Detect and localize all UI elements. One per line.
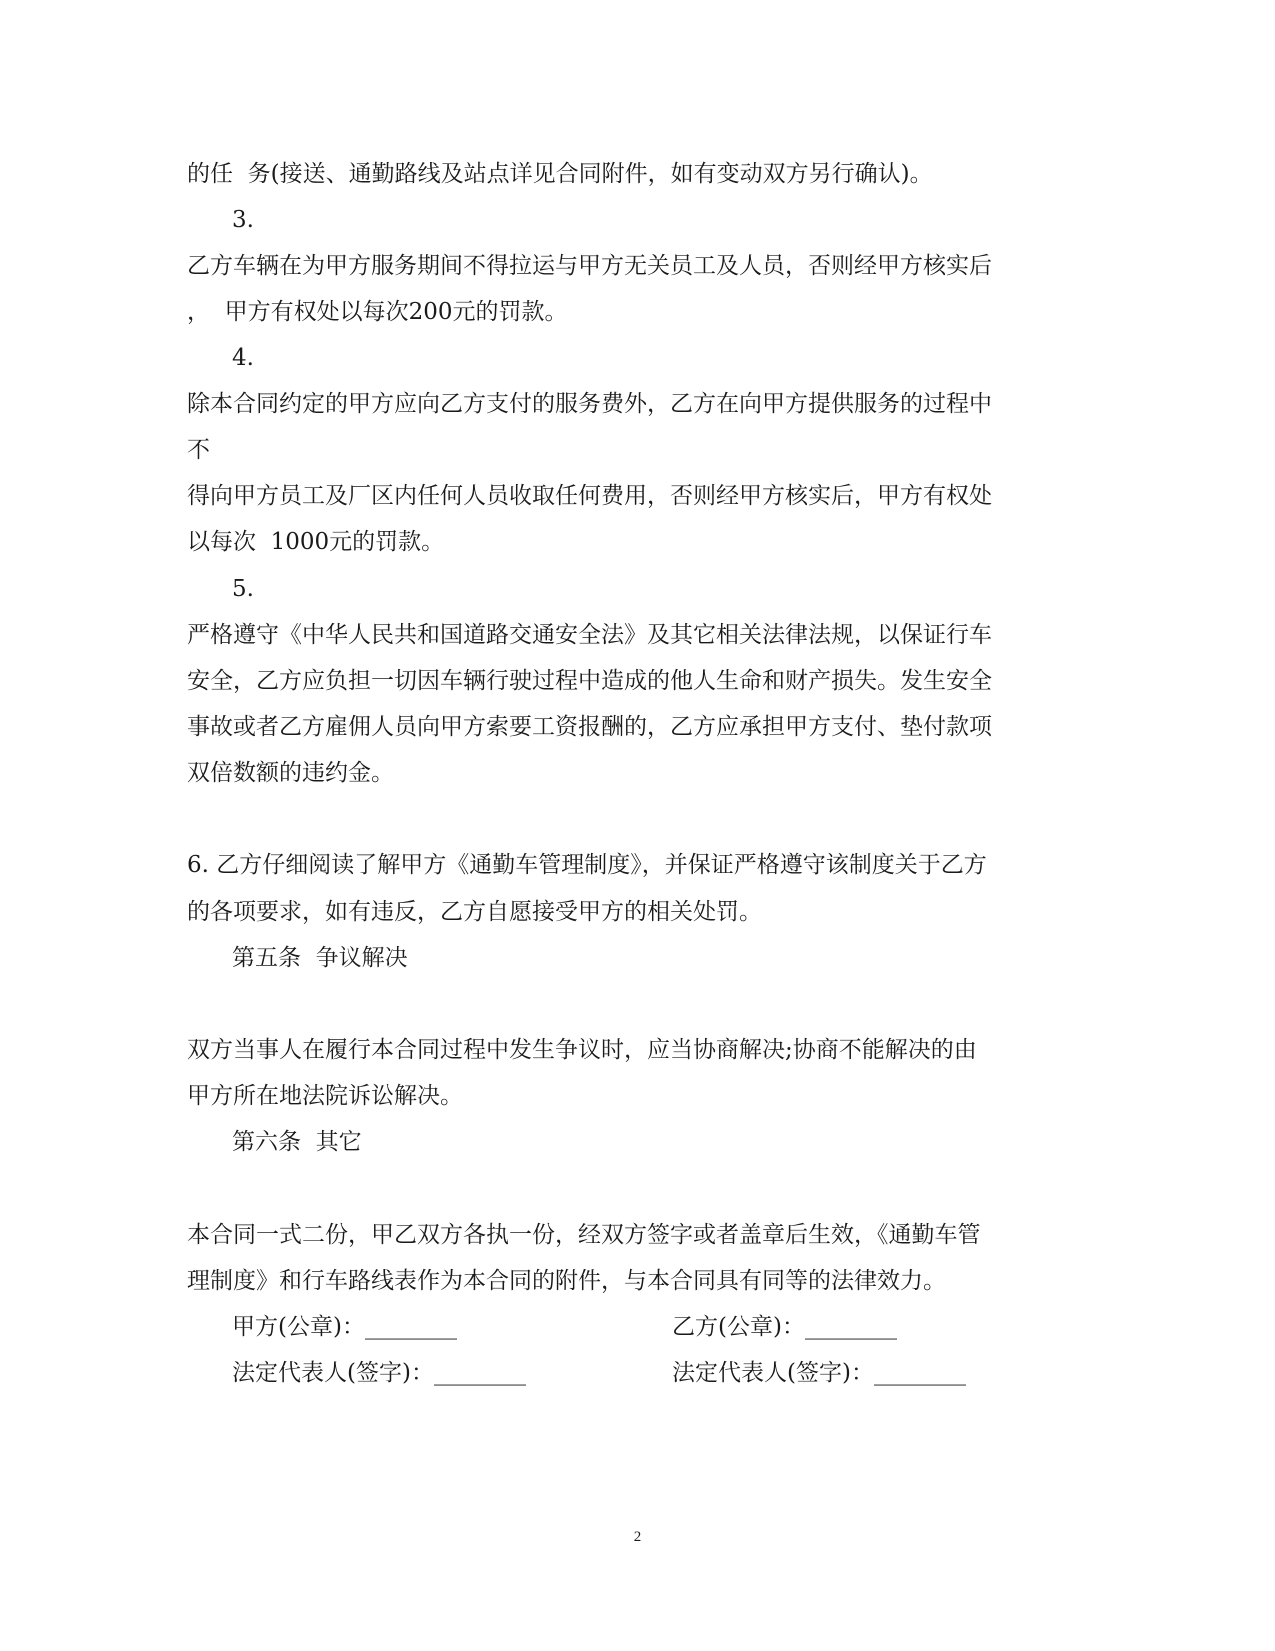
text-line: 除本合同约定的甲方应向乙方支付的服务费外，乙方在向甲方提供服务的过程中: [187, 391, 992, 417]
text-line: 6. 乙方仔细阅读了解甲方《通勤车管理制度》，并保证严格遵守该制度关于乙方: [187, 852, 987, 878]
text-line: 的各项要求，如有违反，乙方自愿接受甲方的相关处罚。: [187, 899, 762, 925]
item-number: 4.: [232, 345, 254, 371]
text-line: 甲方所在地法院诉讼解决。: [187, 1083, 463, 1109]
party-a-seal-field: 甲方(公章)：________: [232, 1314, 457, 1340]
text-line: 本合同一式二份，甲乙双方各执一份，经双方签字或者盖章后生效，《通勤车管: [187, 1222, 981, 1248]
text-line: 以每次 1000元的罚款。: [187, 529, 445, 555]
text-line: ， 甲方有权处以每次200元的罚款。: [187, 299, 568, 325]
text-line: 双倍数额的违约金。: [187, 760, 394, 786]
text-line: 得向甲方员工及厂区内任何人员收取任何费用，否则经甲方核实后，甲方有权处: [187, 483, 992, 509]
page-number: 2: [633, 1529, 642, 1545]
text-line: 严格遵守《中华人民共和国道路交通安全法》及其它相关法律法规，以保证行车: [187, 622, 992, 648]
party-a-representative-field: 法定代表人(签字)：________: [232, 1360, 526, 1386]
text-line: 双方当事人在履行本合同过程中发生争议时，应当协商解决;协商不能解决的由: [187, 1037, 977, 1063]
text-line: 的任 务(接送、通勤路线及站点详见合同附件，如有变动双方另行确认)。: [187, 161, 933, 187]
text-line: 乙方车辆在为甲方服务期间不得拉运与甲方无关员工及人员，否则经甲方核实后: [187, 253, 992, 279]
item-number: 3.: [232, 207, 254, 233]
text-line: 安全，乙方应负担一切因车辆行驶过程中造成的他人生命和财产损失。发生安全: [187, 668, 992, 694]
party-b-representative-field: 法定代表人(签字)：________: [672, 1360, 966, 1386]
text-line: 不: [187, 437, 210, 463]
section-heading: 第六条 其它: [232, 1129, 362, 1155]
text-line: 理制度》和行车路线表作为本合同的附件，与本合同具有同等的法律效力。: [187, 1268, 946, 1294]
item-number: 5.: [232, 576, 254, 602]
party-b-seal-field: 乙方(公章)：________: [672, 1314, 897, 1340]
section-heading: 第五条 争议解决: [232, 945, 408, 971]
text-line: 事故或者乙方雇佣人员向甲方索要工资报酬的，乙方应承担甲方支付、垫付款项: [187, 714, 992, 740]
